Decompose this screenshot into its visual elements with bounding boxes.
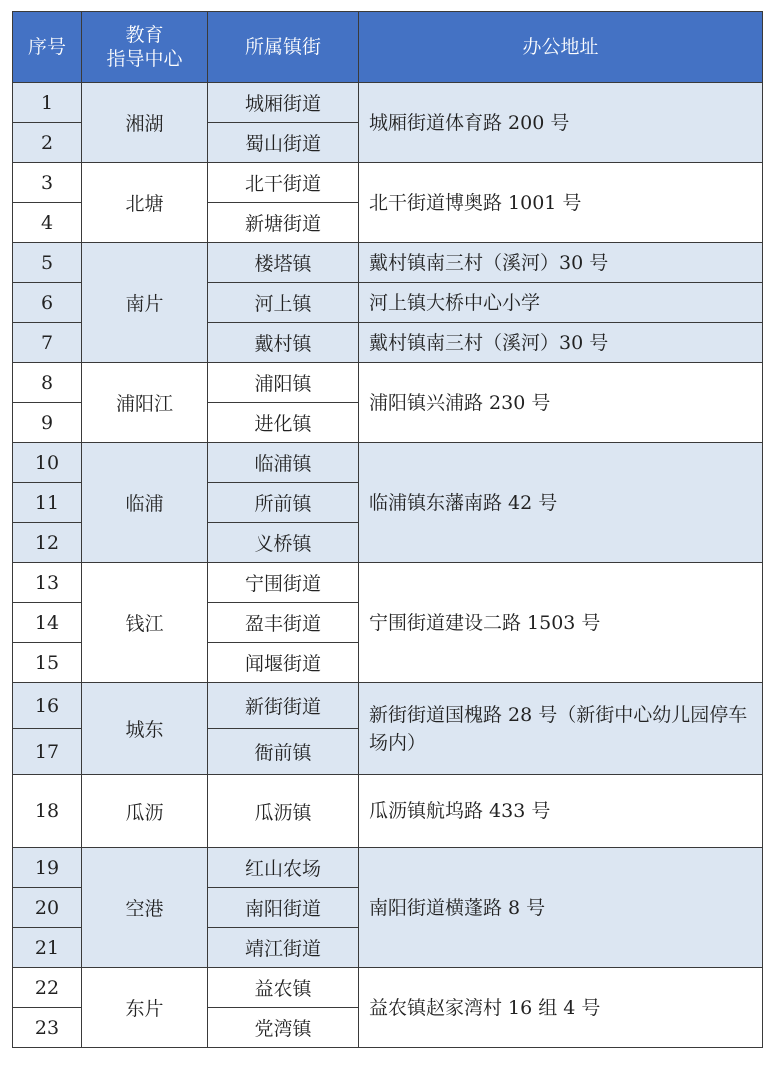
center-cell: 湘湖 — [82, 83, 208, 163]
header-center-line1: 教育 — [125, 24, 164, 46]
address-cell: 南阳街道横蓬路 8 号 — [359, 848, 763, 968]
row-index: 12 — [13, 523, 82, 563]
address-cell: 临浦镇东藩南路 42 号 — [359, 443, 763, 563]
town-cell: 蜀山街道 — [208, 123, 359, 163]
row-index: 8 — [13, 363, 82, 403]
table-row — [13, 83, 763, 123]
town-cell: 楼塔镇 — [208, 243, 359, 283]
row-index: 3 — [13, 163, 82, 203]
town-cell: 义桥镇 — [208, 523, 359, 563]
address-cell: 益农镇赵家湾村 16 组 4 号 — [359, 968, 763, 1048]
table-row — [13, 363, 763, 403]
row-index: 20 — [13, 888, 82, 928]
town-cell: 河上镇 — [208, 283, 359, 323]
address-cell: 戴村镇南三村（溪河）30 号 — [359, 323, 763, 363]
town-cell: 益农镇 — [208, 968, 359, 1008]
table-row — [13, 968, 763, 1008]
town-cell: 戴村镇 — [208, 323, 359, 363]
address-cell: 新街街道国槐路 28 号（新街中心幼儿园停车场内） — [359, 683, 763, 775]
town-cell: 新街街道 — [208, 683, 359, 729]
center-cell: 南片 — [82, 243, 208, 363]
address-cell: 浦阳镇兴浦路 230 号 — [359, 363, 763, 443]
row-index: 4 — [13, 203, 82, 243]
table-row — [13, 683, 763, 729]
header-town: 所属镇街 — [208, 12, 359, 83]
center-cell: 城东 — [82, 683, 208, 775]
row-index: 19 — [13, 848, 82, 888]
town-cell: 盈丰街道 — [208, 603, 359, 643]
row-index: 1 — [13, 83, 82, 123]
header-index: 序号 — [13, 12, 82, 83]
town-cell: 南阳街道 — [208, 888, 359, 928]
town-cell: 浦阳镇 — [208, 363, 359, 403]
header-address: 办公地址 — [359, 12, 763, 83]
town-cell: 城厢街道 — [208, 83, 359, 123]
row-index: 9 — [13, 403, 82, 443]
row-index: 14 — [13, 603, 82, 643]
town-cell: 进化镇 — [208, 403, 359, 443]
row-index: 6 — [13, 283, 82, 323]
table-row — [13, 243, 763, 283]
center-cell: 瓜沥 — [82, 775, 208, 848]
row-index: 7 — [13, 323, 82, 363]
table-row — [13, 848, 763, 888]
row-index: 16 — [13, 683, 82, 729]
row-index: 15 — [13, 643, 82, 683]
office-address-table — [12, 11, 763, 1048]
table-row — [13, 163, 763, 203]
town-cell: 党湾镇 — [208, 1008, 359, 1048]
row-index: 2 — [13, 123, 82, 163]
town-cell: 所前镇 — [208, 483, 359, 523]
row-index: 17 — [13, 729, 82, 775]
town-cell: 北干街道 — [208, 163, 359, 203]
row-index: 5 — [13, 243, 82, 283]
town-cell: 临浦镇 — [208, 443, 359, 483]
header-center — [82, 12, 208, 83]
row-index: 21 — [13, 928, 82, 968]
town-cell: 新塘街道 — [208, 203, 359, 243]
town-cell: 靖江街道 — [208, 928, 359, 968]
center-cell: 北塘 — [82, 163, 208, 243]
header-row — [13, 12, 763, 83]
table-row — [13, 563, 763, 603]
address-cell: 瓜沥镇航坞路 433 号 — [359, 775, 763, 848]
address-cell: 河上镇大桥中心小学 — [359, 283, 763, 323]
town-cell: 宁围街道 — [208, 563, 359, 603]
address-cell: 宁围街道建设二路 1503 号 — [359, 563, 763, 683]
center-cell: 浦阳江 — [82, 363, 208, 443]
header-center-line2: 指导中心 — [106, 48, 183, 70]
center-cell: 临浦 — [82, 443, 208, 563]
address-cell: 北干街道博奥路 1001 号 — [359, 163, 763, 243]
row-index: 13 — [13, 563, 82, 603]
center-cell: 东片 — [82, 968, 208, 1048]
town-cell: 闻堰街道 — [208, 643, 359, 683]
row-index: 23 — [13, 1008, 82, 1048]
town-cell: 衙前镇 — [208, 729, 359, 775]
row-index: 10 — [13, 443, 82, 483]
table-row — [13, 775, 763, 848]
row-index: 22 — [13, 968, 82, 1008]
center-cell: 钱江 — [82, 563, 208, 683]
address-cell: 戴村镇南三村（溪河）30 号 — [359, 243, 763, 283]
town-cell: 瓜沥镇 — [208, 775, 359, 848]
town-cell: 红山农场 — [208, 848, 359, 888]
address-cell: 城厢街道体育路 200 号 — [359, 83, 763, 163]
center-cell: 空港 — [82, 848, 208, 968]
table-row — [13, 443, 763, 483]
row-index: 11 — [13, 483, 82, 523]
row-index: 18 — [13, 775, 82, 848]
